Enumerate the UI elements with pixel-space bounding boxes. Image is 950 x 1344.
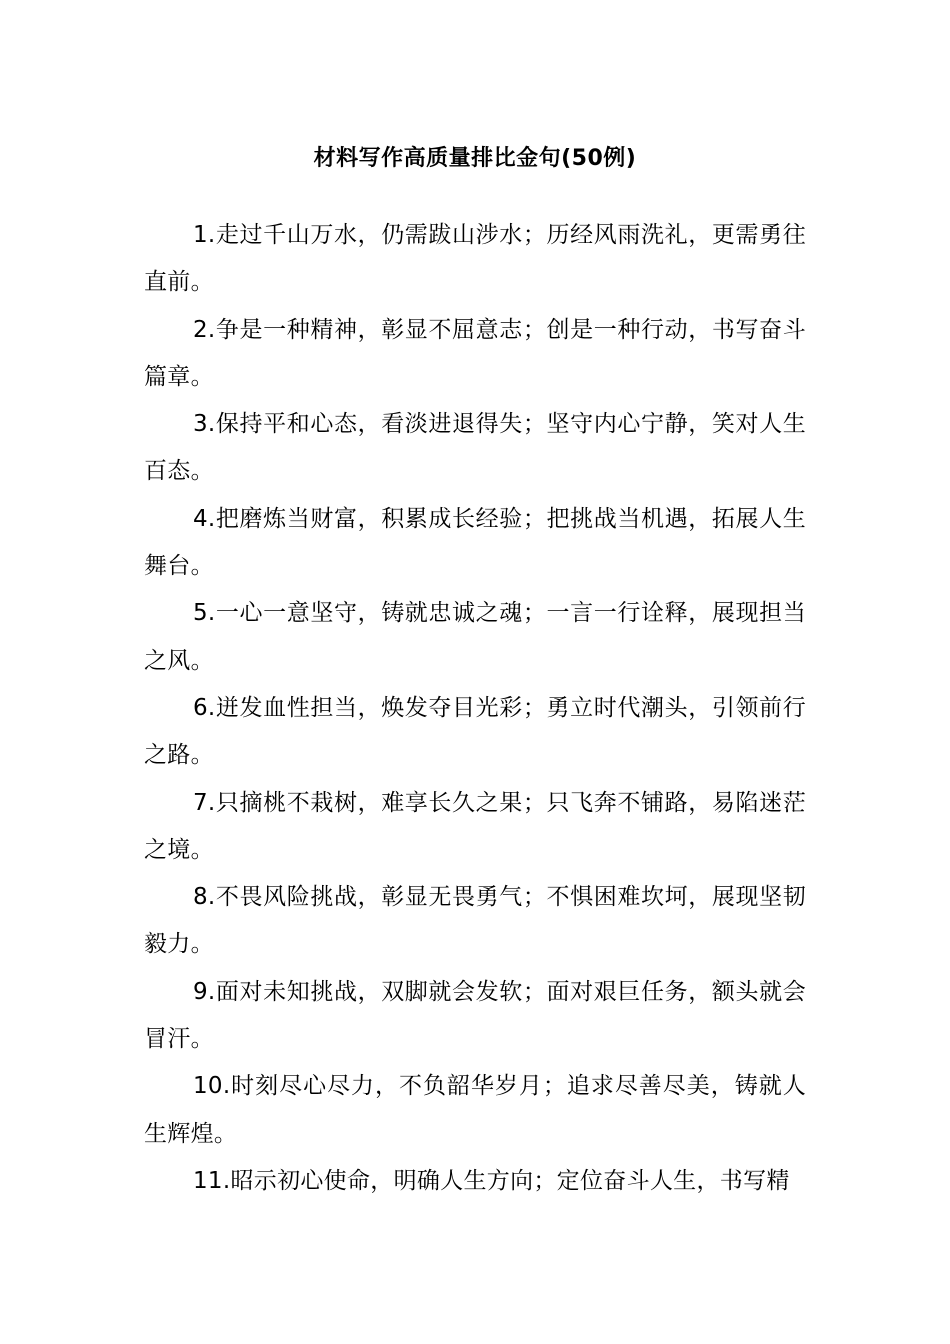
paragraph-11: 11.昭示初心使命，明确人生方向；定位奋斗人生，书写精: [193, 1167, 790, 1194]
paragraph-8: 8.不畏风险挑战，彰显无畏勇气；不惧困难坎坷，展现坚韧毅力。: [144, 884, 806, 958]
paragraph-1: 1.走过千山万水，仍需跋山涉水；历经风雨洗礼，更需勇往直前。: [144, 222, 806, 296]
document-title: 材料写作高质量排比金句(50例): [313, 146, 637, 171]
paragraph-5: 5.一心一意坚守，铸就忠诚之魂；一言一行诠释，展现担当之风。: [144, 600, 806, 674]
document-body: [144, 212, 806, 1205]
paragraph-9: 9.面对未知挑战，双脚就会发软；面对艰巨任务，额头就会冒汗。: [144, 978, 806, 1053]
paragraph-10: 10.时刻尽心尽力，不负韶华岁月；追求尽善尽美，铸就人生辉煌。: [144, 1073, 806, 1147]
paragraph-7: 7.只摘桃不栽树，难享长久之果；只飞奔不铺路，易陷迷茫之境。: [144, 789, 806, 863]
paragraph-2: 2.争是一种精神，彰显不屈意志；创是一种行动，书写奋斗篇章。: [144, 316, 806, 390]
paragraph-6: 6.迸发血性担当，焕发夺目光彩；勇立时代潮头，引领前行之路。: [144, 694, 806, 769]
paragraph-4: 4.把磨炼当财富，积累成长经验；把挑战当机遇，拓展人生舞台。: [144, 505, 806, 580]
paragraph-3: 3.保持平和心态，看淡进退得失；坚守内心宁静，笑对人生百态。: [144, 411, 806, 485]
